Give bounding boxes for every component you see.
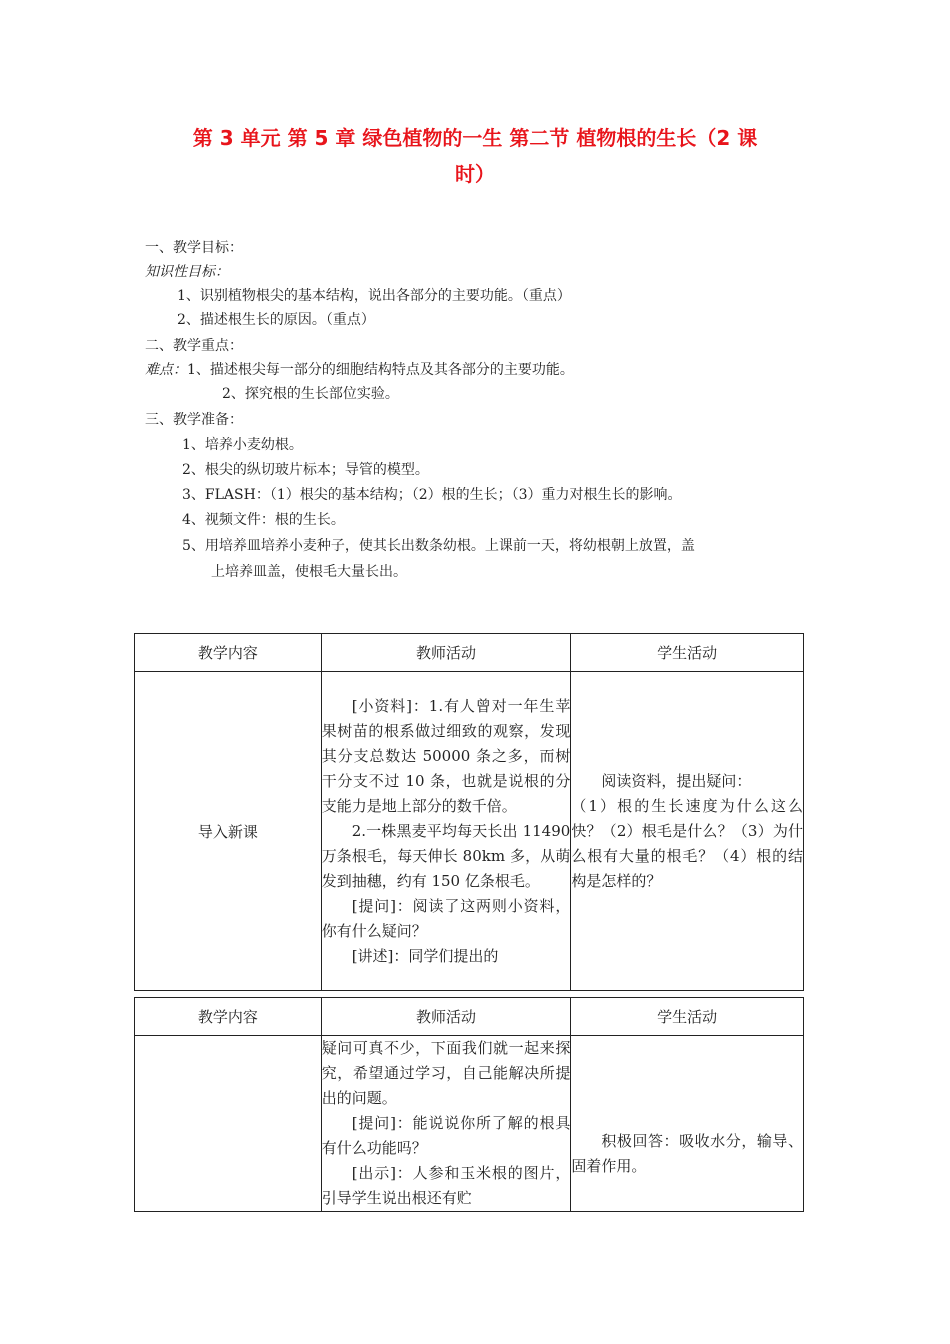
objective-item-2: 2、描述根生长的原因。（重点） [177, 312, 375, 328]
student-activity-cell [571, 1036, 804, 1212]
teacher-paragraph: [小资料]：1.有人曾对一年生苹果树苗的根系做过细致的观察，发现其分支总数达 50000 条之多，而树干分支不过 10 条，也就是说根的分支能力是地上部分的数千倍。 [321, 696, 571, 815]
student-activity-cell [571, 672, 804, 991]
objectives-heading: 一、教学目标： [145, 240, 243, 256]
header-content: 教学内容 [135, 998, 322, 1036]
preparation-item-5: 5、用培养皿培养小麦种子，使其长出数条幼根。上课前一天，将幼根朝上放置，盖 [182, 538, 695, 554]
title-line-1: 第 3 单元 第 5 章 绿色植物的一生 第二节 植物根的生长（2 课 [192, 126, 758, 150]
header-teacher: 教师活动 [321, 634, 571, 672]
difficulty-item-1: 1、描述根尖每一部分的细胞结构特点及其各部分的主要功能。 [187, 362, 574, 378]
header-student: 学生活动 [571, 998, 804, 1036]
header-content: 教学内容 [135, 634, 322, 672]
preparation-item-5-cont: 上培养皿盖，使根毛大量长出。 [211, 564, 407, 580]
preparation-heading: 三、教学准备： [145, 412, 243, 428]
topic-cell: 导入新课 [135, 672, 322, 991]
teacher-paragraph: [出示]：人参和玉米根的图片，引导学生说出根还有贮 [321, 1164, 571, 1207]
teacher-paragraph: [讲述]：同学们提出的 [351, 946, 499, 965]
teacher-activity-cell [321, 1036, 571, 1212]
teacher-paragraph: [提问]：能说说你所了解的根具有什么功能吗？ [321, 1114, 571, 1157]
document-title [140, 120, 810, 192]
preparation-item-1: 1、培养小麦幼根。 [182, 437, 303, 453]
teacher-paragraph: 疑问可真不少，下面我们就一起来探究，希望通过学习，自己能解决所提出的问题。 [321, 1039, 571, 1107]
table-header-row [135, 998, 804, 1036]
difficulty-line [145, 358, 574, 382]
student-paragraph: 积极回答：吸收水分，输导、固着作用。 [571, 1131, 803, 1175]
difficulty-label: 难点： [145, 362, 187, 378]
objectives-subheading: 知识性目标： [145, 264, 229, 280]
student-paragraph: 阅读资料，提出疑问： [601, 771, 752, 790]
difficulty-item-2: 2、探究根的生长部位实验。 [222, 386, 399, 402]
header-student: 学生活动 [571, 634, 804, 672]
lesson-table-1 [134, 633, 804, 991]
objective-item-1: 1、识别植物根尖的基本结构，说出各部分的主要功能。（重点） [177, 288, 571, 304]
table-header-row [135, 634, 804, 672]
preparation-item-2: 2、根尖的纵切玻片标本；导管的模型。 [182, 462, 429, 478]
title-line-2: 时） [455, 162, 495, 186]
table-row [135, 672, 804, 991]
header-teacher: 教师活动 [321, 998, 571, 1036]
teacher-paragraph: 2.一株黑麦平均每天长出 11490 万条根毛，每天伸长 80km 多，从萌发到抽穗，约有 150 亿条根毛。 [321, 821, 571, 890]
student-paragraph: （1）根的生长速度为什么这么快？（2）根毛是什么？（3）为什么根有大量的根毛？（4）根的结构是怎样的？ [571, 796, 803, 890]
topic-cell [135, 1036, 322, 1212]
preparation-item-3: 3、FLASH：（1）根尖的基本结构；（2）根的生长；（3）重力对根生长的影响。 [182, 487, 682, 503]
key-points-heading: 二、教学重点： [145, 338, 243, 354]
lesson-table-2 [134, 997, 804, 1212]
table-row [135, 1036, 804, 1212]
preparation-item-4: 4、视频文件：根的生长。 [182, 512, 345, 528]
teacher-activity-cell [321, 672, 571, 991]
teacher-paragraph: [提问]：阅读了这两则小资料，你有什么疑问？ [321, 896, 571, 940]
